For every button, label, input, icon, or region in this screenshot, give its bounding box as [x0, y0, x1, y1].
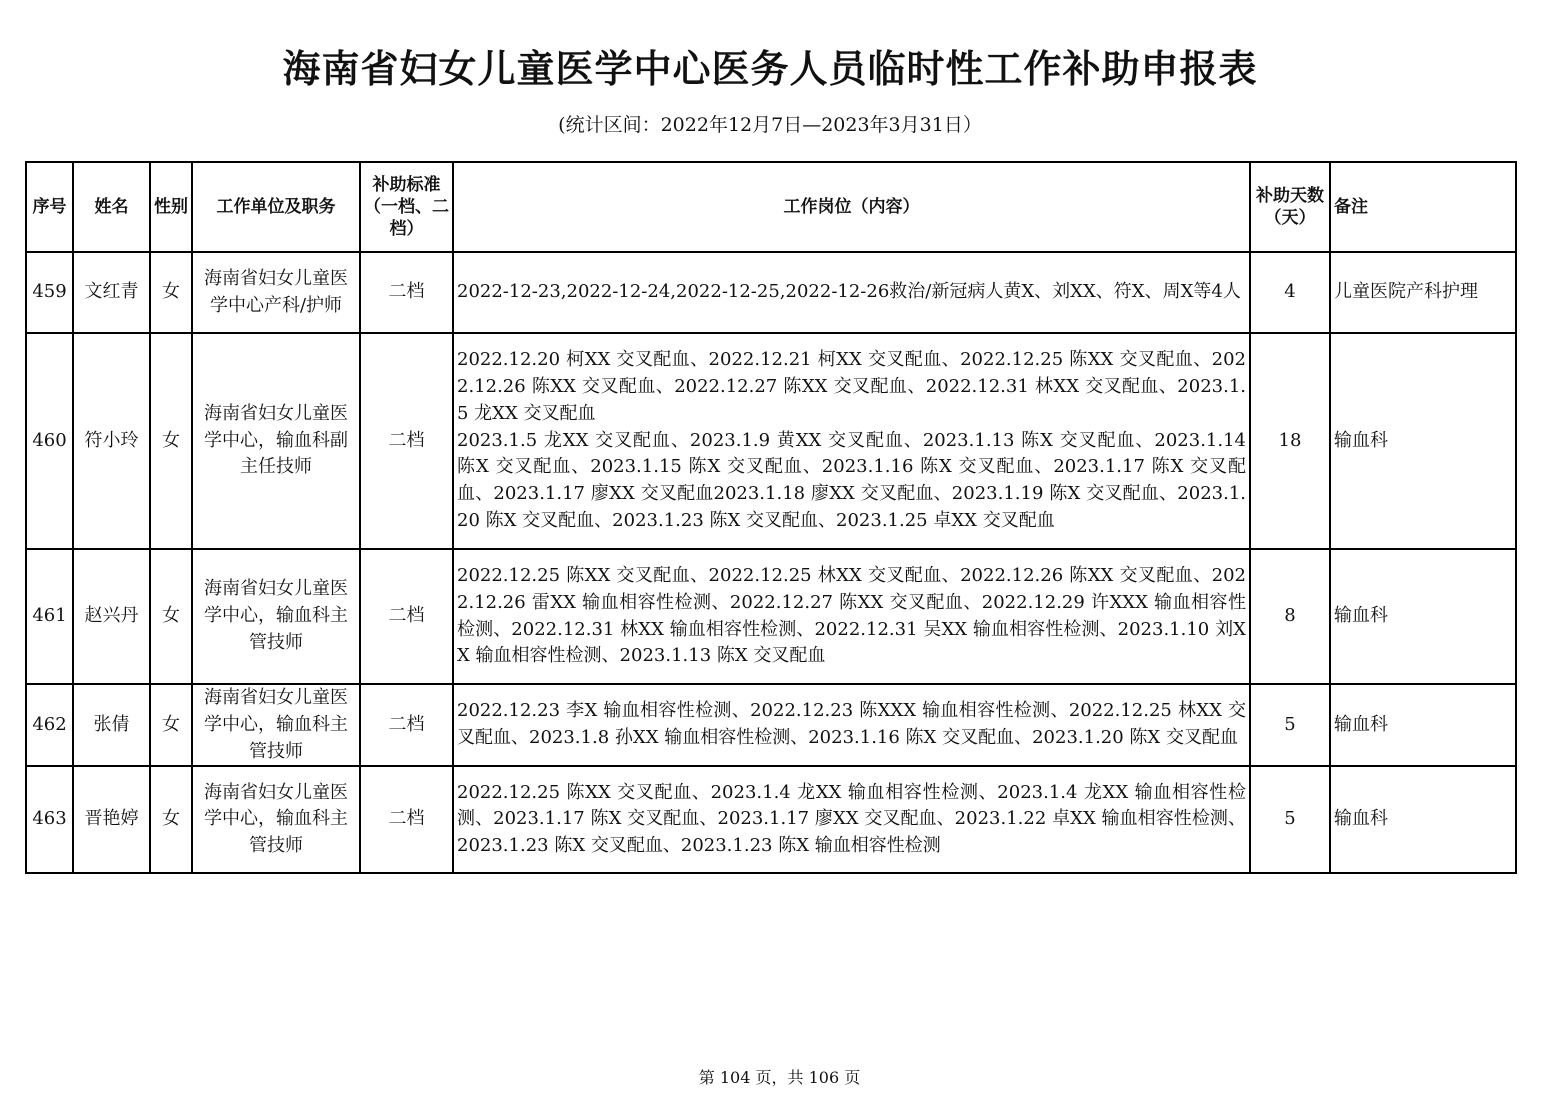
cell-seq: 459 [26, 252, 73, 333]
cell-name: 文红青 [73, 252, 150, 333]
header-unit: 工作单位及职务 [192, 162, 360, 252]
cell-gender: 女 [150, 333, 192, 549]
cell-remark: 输血科 [1330, 766, 1516, 873]
cell-name: 符小玲 [73, 333, 150, 549]
cell-days: 4 [1250, 252, 1330, 333]
cell-days: 5 [1250, 766, 1330, 873]
cell-name: 晋艳婷 [73, 766, 150, 873]
cell-position [453, 333, 1250, 549]
cell-name: 张倩 [73, 684, 150, 766]
table-row [26, 684, 1516, 766]
table-row [26, 252, 1516, 333]
cell-standard: 二档 [360, 549, 453, 684]
cell-unit: 海南省妇女儿童医学中心，输血科主管技师 [192, 549, 360, 684]
cell-gender: 女 [150, 252, 192, 333]
header-standard: 补助标准（一档、二档） [360, 162, 453, 252]
cell-gender: 女 [150, 549, 192, 684]
cell-gender: 女 [150, 684, 192, 766]
cell-days: 5 [1250, 684, 1330, 766]
header-remark: 备注 [1330, 162, 1516, 252]
cell-standard: 二档 [360, 333, 453, 549]
header-position: 工作岗位（内容） [453, 162, 1250, 252]
header-gender: 性别 [150, 162, 192, 252]
cell-remark: 儿童医院产科护理 [1330, 252, 1516, 333]
cell-unit: 海南省妇女儿童医学中心产科/护师 [192, 252, 360, 333]
header-name: 姓名 [73, 162, 150, 252]
cell-position: 2022-12-23,2022-12-24,2022-12-25,2022-12-26救治/新冠病人黄X、刘XX、符X、周X等4人 [453, 252, 1250, 333]
cell-days: 18 [1250, 333, 1330, 549]
cell-gender: 女 [150, 766, 192, 873]
table-row [26, 333, 1516, 549]
cell-standard: 二档 [360, 252, 453, 333]
statistics-period: (统计区间：2022年12月7日—2023年3月31日） [558, 114, 982, 136]
header-row [26, 162, 1516, 252]
cell-name: 赵兴丹 [73, 549, 150, 684]
cell-position: 2022.12.25 陈XX 交叉配血、2023.1.4 龙XX 输血相容性检测、2023.1.4 龙XX 输血相容性检测、2023.1.17 陈X 交叉配血、2023.1.17 廖XX 交叉配血、2023.1.22 卓XX 输血相容性检测、2023.1.23 陈X 交叉配血、2023.1.23 陈X 输血相容性检测 [453, 766, 1250, 873]
cell-seq: 463 [26, 766, 73, 873]
page-title: 海南省妇女儿童医学中心医务人员临时性工作补助申报表 [282, 47, 1258, 91]
cell-standard: 二档 [360, 766, 453, 873]
header-days: 补助天数（天） [1250, 162, 1330, 252]
cell-unit: 海南省妇女儿童医学中心，输血科副主任技师 [192, 333, 360, 549]
cell-position: 2022.12.25 陈XX 交叉配血、2022.12.25 林XX 交叉配血、2022.12.26 陈XX 交叉配血、2022.12.26 雷XX 输血相容性检测、2022.12.27 陈XX 交叉配血、2022.12.29 许XXX 输血相容性检测、2022.12.31 林XX 输血相容性检测、2022.12.31 吴XX 输血相容性检测、2023.1.10 刘XX 输血相容性检测、2023.1.13 陈X 交叉配血 [453, 549, 1250, 684]
cell-remark: 输血科 [1330, 333, 1516, 549]
cell-unit: 海南省妇女儿童医学中心，输血科主管技师 [192, 766, 360, 873]
header-seq: 序号 [26, 162, 73, 252]
position-paragraph: 2022.12.20 柯XX 交叉配血、2022.12.21 柯XX 交叉配血、2022.12.25 陈XX 交叉配血、2022.12.26 陈XX 交叉配血、2022.12.27 陈XX 交叉配血、2022.12.31 林XX 交叉配血、2023.1.5 龙XX 交叉配血 [457, 349, 1246, 424]
cell-unit: 海南省妇女儿童医学中心，输血科主管技师 [192, 684, 360, 766]
cell-standard: 二档 [360, 684, 453, 766]
cell-seq: 460 [26, 333, 73, 549]
table-row [26, 766, 1516, 873]
cell-position: 2022.12.23 李X 输血相容性检测、2022.12.23 陈XXX 输血相容性检测、2022.12.25 林XX 交叉配血、2023.1.8 孙XX 输血相容性检测、2023.1.16 陈X 交叉配血、2023.1.20 陈X 交叉配血 [453, 684, 1250, 766]
subsidy-table [25, 161, 1517, 874]
position-paragraph: 2023.1.5 龙XX 交叉配血、2023.1.9 黄XX 交叉配血、2023.1.13 陈X 交叉配血、2023.1.14 陈X 交叉配血、2023.1.15 陈X 交叉配血、2023.1.16 陈X 交叉配血、2023.1.17 陈X 交叉配血、2023.1.17 廖XX 交叉配血2023.1.18 廖XX 交叉配血、2023.1.19 陈X 交叉配血、2023.1.20 陈X 交叉配血、2023.1.23 陈X 交叉配血、2023.1.25 卓XX 交叉配血 [457, 429, 1246, 531]
cell-remark: 输血科 [1330, 684, 1516, 766]
cell-seq: 462 [26, 684, 73, 766]
page-number: 第 104 页，共 106 页 [698, 1068, 861, 1087]
cell-days: 8 [1250, 549, 1330, 684]
table-row [26, 549, 1516, 684]
cell-seq: 461 [26, 549, 73, 684]
cell-remark: 输血科 [1330, 549, 1516, 684]
